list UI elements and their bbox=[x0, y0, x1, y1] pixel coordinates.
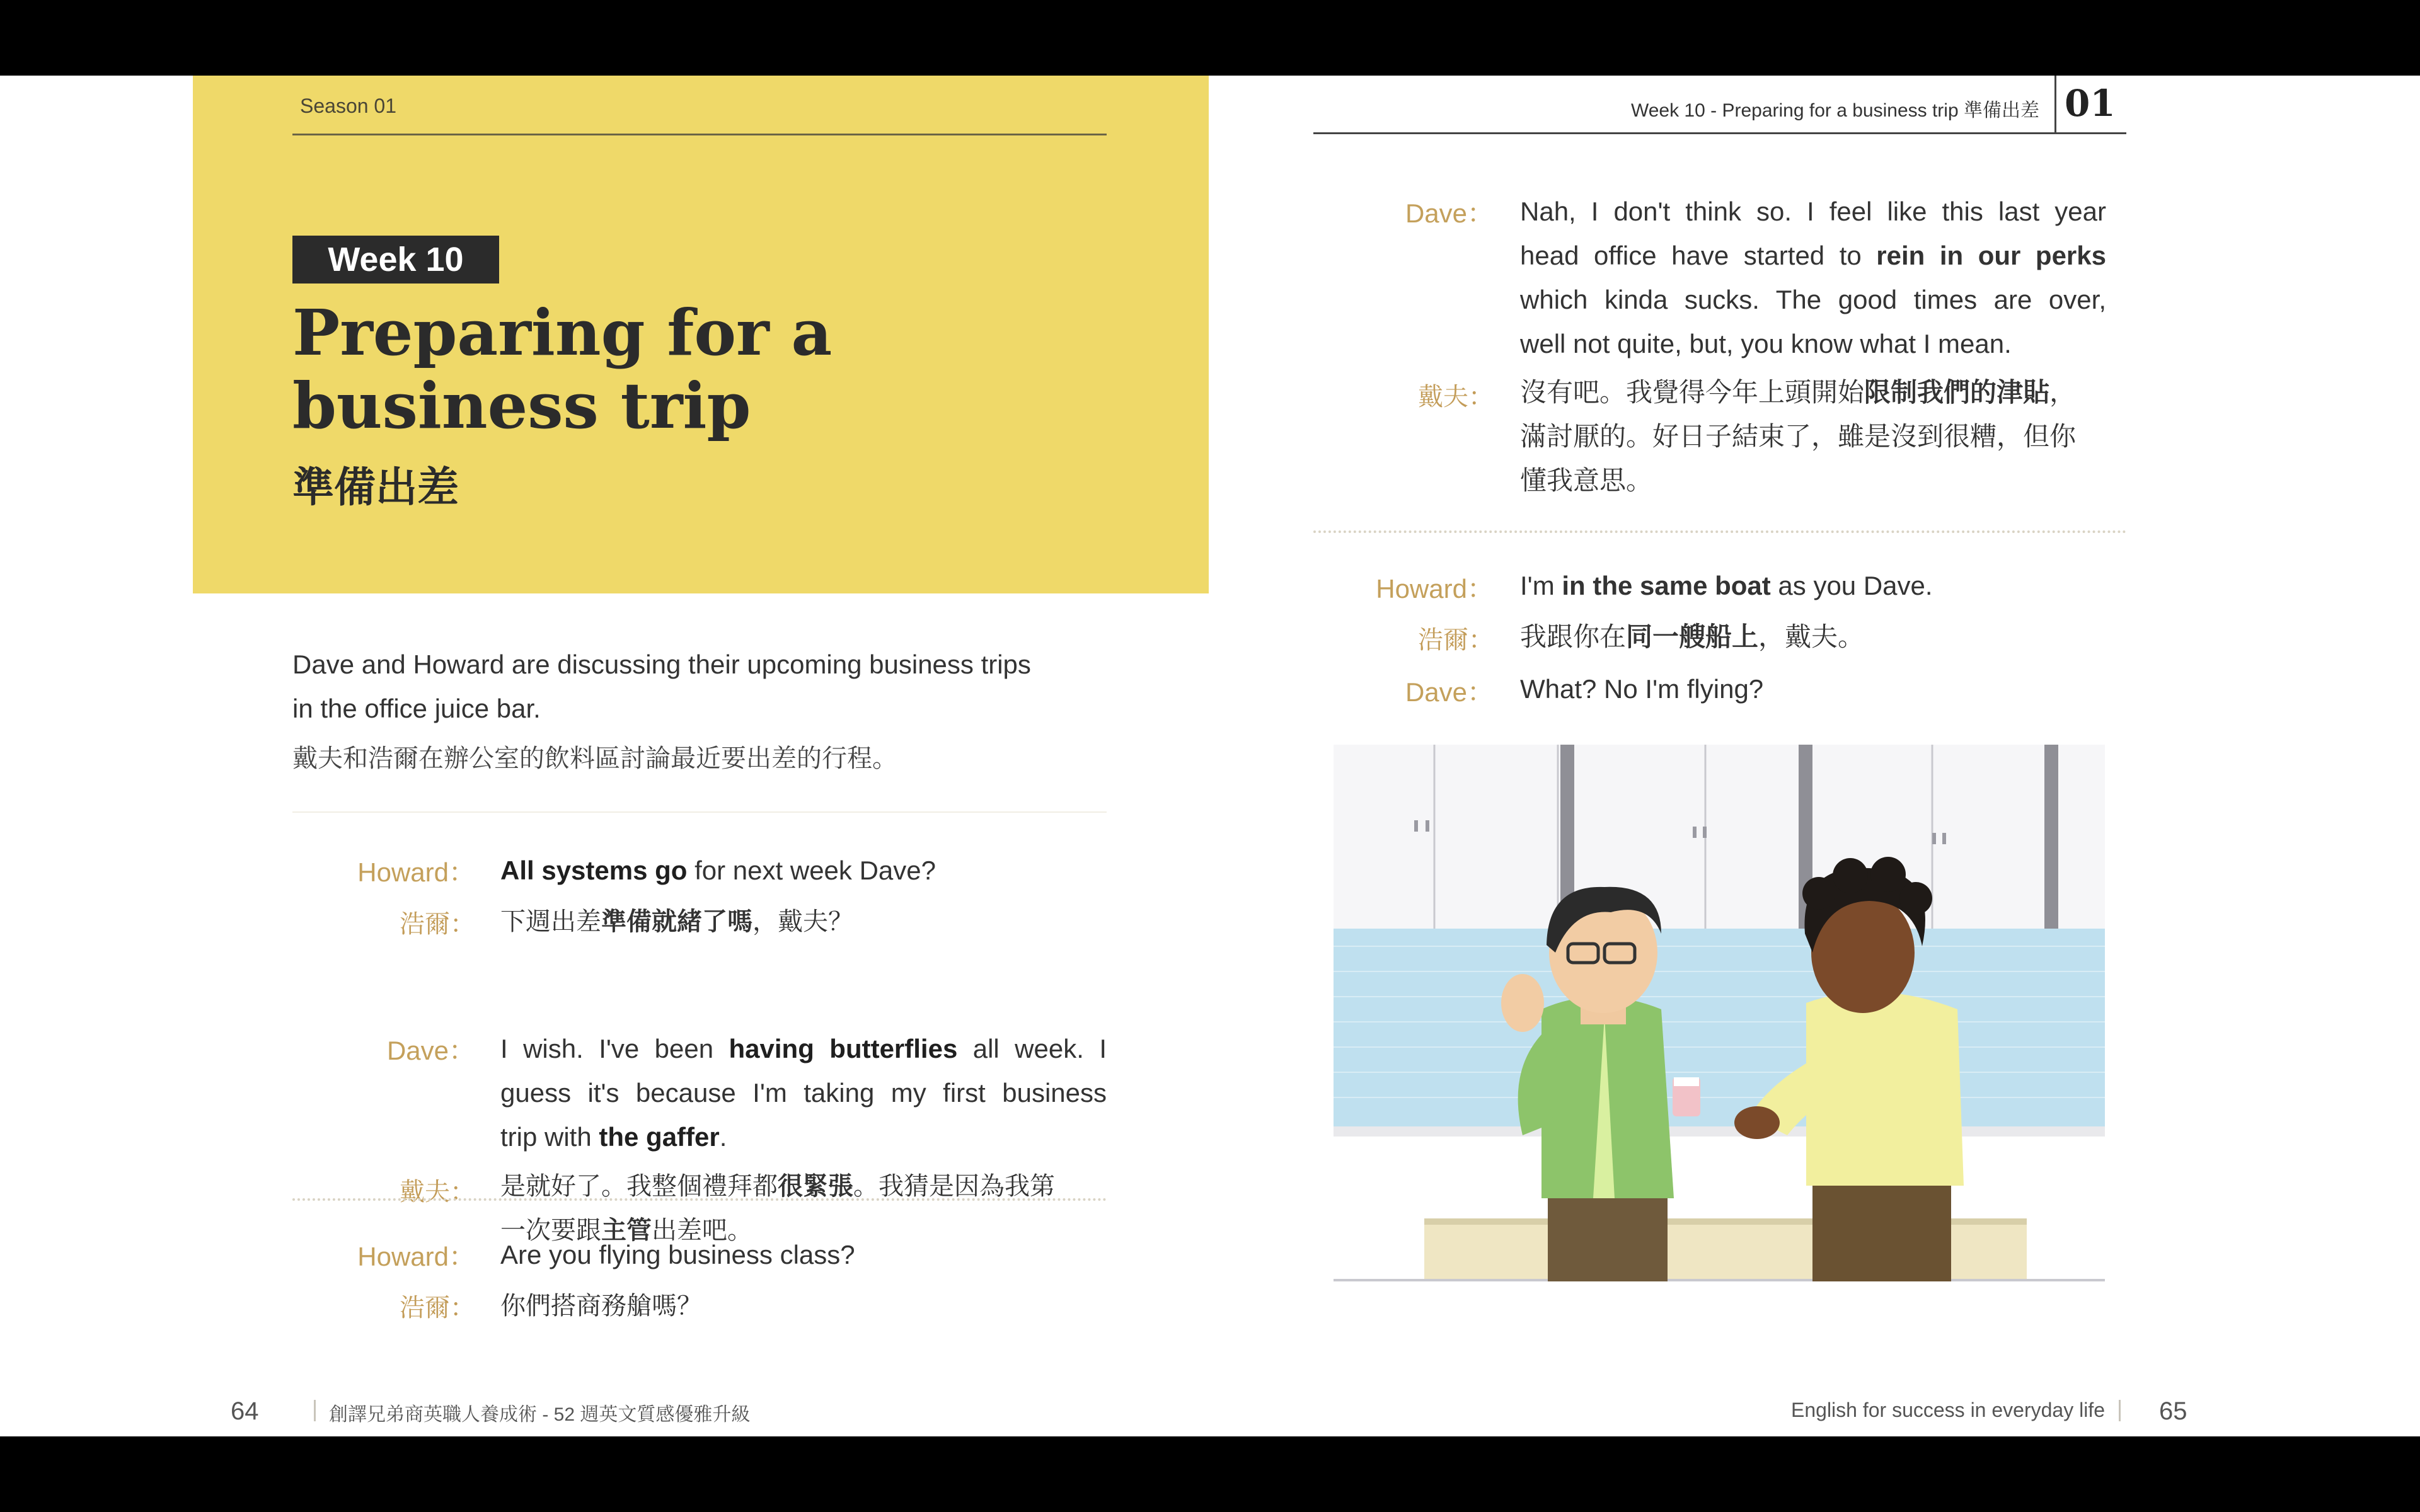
speaker-label: 浩爾： bbox=[1418, 626, 1494, 654]
footer-separator bbox=[314, 1400, 316, 1421]
book-spread bbox=[0, 76, 2420, 1436]
key-phrase: 限制我們的津貼 bbox=[1864, 377, 2050, 407]
dialogue-line bbox=[500, 849, 1320, 893]
footer-book-title: 創譯兄弟商英職人養成術 - 52 週英文質感優雅升級 bbox=[329, 1404, 751, 1425]
dialogue-line-zh bbox=[500, 900, 853, 944]
header-separator bbox=[2054, 76, 2056, 134]
dialogue-text: . bbox=[719, 1122, 727, 1152]
dialogue-text: ，戴夫。 bbox=[1758, 622, 1865, 651]
speaker-label: Dave： bbox=[1405, 677, 1494, 707]
dialogue-line bbox=[500, 1115, 1107, 1159]
dialogue-block-zh bbox=[1520, 370, 2106, 503]
dialogue-divider bbox=[292, 1198, 1107, 1201]
lesson-title-zh: 準備出差 bbox=[292, 464, 459, 510]
dialogue-line: which kinda sucks. The good times are over, bbox=[1520, 285, 2106, 314]
dialogue-text: 是就好了。我整個禮拜都 bbox=[500, 1172, 778, 1200]
dialogue-text: ， bbox=[2049, 377, 2077, 407]
lesson-title bbox=[292, 296, 1112, 442]
dialogue-text: 出差吧。 bbox=[652, 1217, 752, 1244]
dialogue-text: 。我猜是因為我第 bbox=[853, 1172, 1055, 1200]
speaker-label: 戴夫： bbox=[400, 1178, 475, 1206]
season-divider bbox=[292, 134, 1107, 135]
key-phrase: 很緊張 bbox=[778, 1172, 853, 1200]
dialogue-text: 沒有吧。我覺得今年上頭開始 bbox=[1520, 377, 1865, 407]
speaker-label: 浩爾： bbox=[400, 910, 475, 938]
intro-en-line1: Dave and Howard are discussing their upcoming business trips bbox=[292, 650, 1031, 679]
key-phrase: rein in our perks bbox=[1876, 241, 2106, 270]
dialogue-line-zh: 你們搭商務艙嗎？ bbox=[500, 1292, 702, 1320]
intro-en bbox=[292, 643, 1112, 731]
dialogue-divider bbox=[1313, 530, 2126, 533]
dialogue-line-zh: 懂我意思。 bbox=[1520, 466, 1653, 495]
page-number-left: 64 bbox=[231, 1397, 259, 1425]
dialogue-text: for next week Dave? bbox=[687, 856, 936, 885]
key-phrase: having butterflies bbox=[729, 1034, 958, 1063]
speaker-label: Howard： bbox=[357, 1242, 475, 1271]
dialogue-text: 下週出差 bbox=[500, 908, 601, 936]
key-phrase: All systems go bbox=[500, 856, 688, 885]
dialogue-line-zh bbox=[1520, 370, 2106, 415]
dialogue-line-zh bbox=[500, 1164, 1107, 1208]
key-phrase: 同一艘船上 bbox=[1626, 622, 1759, 651]
office-juice-bar-illustration bbox=[1334, 745, 2105, 1281]
section-number: 01 bbox=[2065, 82, 2116, 125]
dialogue-line: Are you flying business class? bbox=[500, 1240, 855, 1269]
season-label: Season 01 bbox=[300, 94, 397, 117]
dialogue-line bbox=[1520, 564, 2106, 608]
key-phrase: the gaffer bbox=[599, 1122, 720, 1152]
speaker-label: 戴夫： bbox=[1418, 383, 1494, 411]
dialogue-line: What? No I'm flying? bbox=[1520, 674, 1764, 704]
dialogue-text: all week. I bbox=[957, 1034, 1107, 1063]
dialogue-text: I wish. I've been bbox=[500, 1034, 729, 1063]
key-phrase: 準備就緒了嗎 bbox=[601, 908, 752, 936]
dialogue-line-zh bbox=[1520, 615, 2106, 659]
dialogue-text: 我跟你在 bbox=[1520, 622, 1627, 651]
header-rule bbox=[1313, 132, 2126, 134]
dialogue-block bbox=[500, 1027, 1107, 1159]
dialogue-text: head office have started to bbox=[1520, 241, 1877, 270]
key-phrase: 主管 bbox=[601, 1217, 652, 1244]
dialogue-text: 一次要跟 bbox=[500, 1217, 601, 1244]
intro-divider bbox=[292, 811, 1107, 813]
dialogue-line bbox=[500, 1027, 1107, 1071]
lesson-title-line1: Preparing for a bbox=[292, 295, 833, 370]
dialogue-line: guess it's because I'm taking my first business bbox=[500, 1078, 1107, 1108]
intro-en-line2: in the office juice bar. bbox=[292, 694, 541, 723]
key-phrase: in the same boat bbox=[1562, 571, 1771, 600]
week-badge: Week 10 bbox=[292, 236, 499, 284]
footer-tagline: English for success in everyday life bbox=[1791, 1399, 2105, 1421]
footer-separator bbox=[2119, 1400, 2121, 1421]
dialogue-line bbox=[1520, 234, 2106, 278]
speaker-label: Dave： bbox=[1405, 198, 1494, 228]
speaker-label: Dave： bbox=[386, 1036, 475, 1065]
running-header: Week 10 - Preparing for a business trip 準備出差 bbox=[1630, 100, 2039, 121]
dialogue-line: well not quite, but, you know what I mean. bbox=[1520, 329, 2012, 358]
dialogue-text: ，戴夫？ bbox=[752, 908, 853, 936]
page-number-right: 65 bbox=[2159, 1397, 2187, 1425]
speaker-label: Howard： bbox=[357, 857, 475, 887]
dialogue-text: as you Dave. bbox=[1770, 571, 1933, 600]
intro-zh: 戴夫和浩爾在辦公室的飲料區討論最近要出差的行程。 bbox=[292, 745, 897, 772]
speaker-label: Howard： bbox=[1376, 574, 1494, 604]
lesson-title-line2: business trip bbox=[292, 369, 751, 443]
speaker-label: 浩爾： bbox=[400, 1294, 475, 1322]
dialogue-line-zh: 滿討厭的。好日子結束了，雖是沒到很糟，但你 bbox=[1520, 421, 2077, 451]
dialogue-line: Nah, I don't think so. I feel like this last year bbox=[1520, 197, 2106, 226]
dialogue-text: I'm bbox=[1520, 571, 1562, 600]
dialogue-text: trip with bbox=[500, 1122, 599, 1152]
dialogue-block bbox=[1520, 190, 2106, 366]
